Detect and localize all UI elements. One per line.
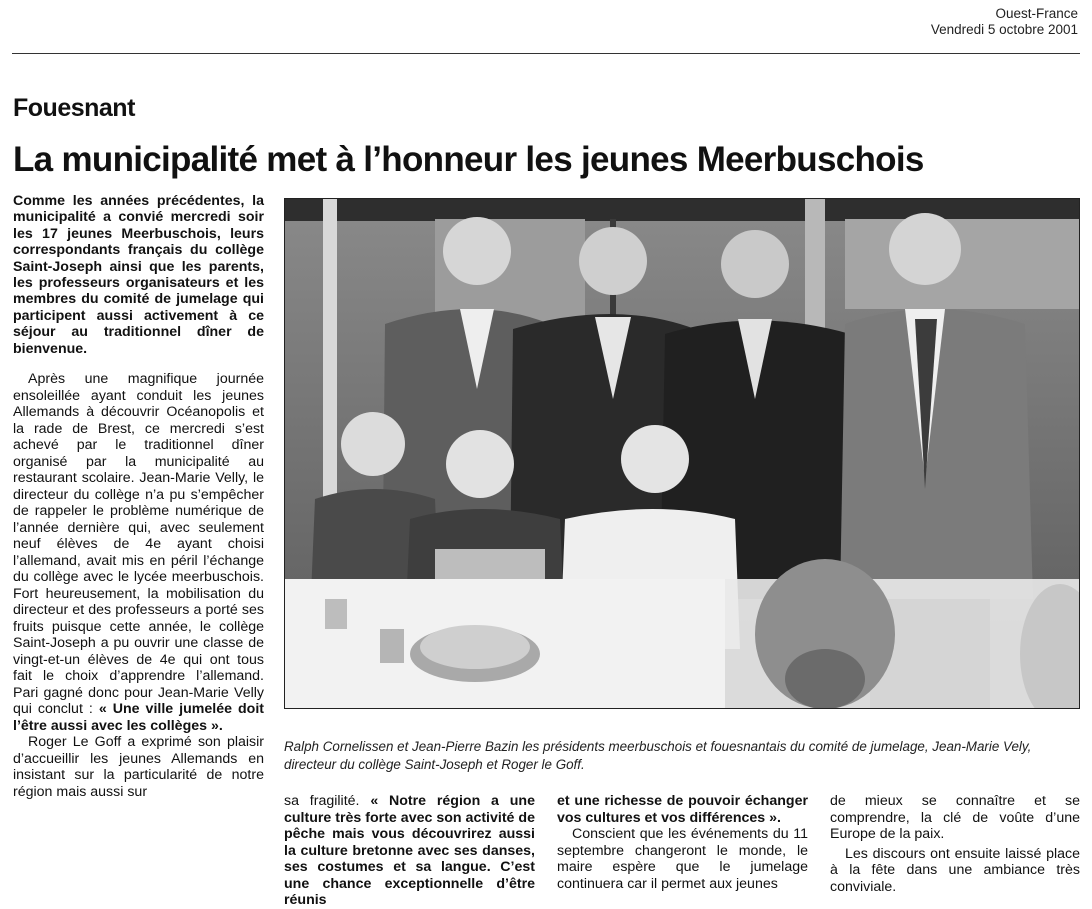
photo-caption: Ralph Cornelissen et Jean-Pierre Bazin les présidents meerbuschois et fouesnantais du comité de jumelage, Jean-Marie Vely, directeur du collège Saint-Joseph et Roger le Goff.	[284, 739, 1032, 772]
column-4	[830, 793, 1080, 895]
column-2-text: sa fragilité.	[284, 793, 360, 809]
column-3-paragraph: Conscient que les événements du 11 septembre changeront le monde, le maire espère que le jumelage continuera car il permet aux jeunes	[557, 826, 808, 892]
masthead	[931, 6, 1078, 38]
column-1	[13, 193, 264, 800]
body-paragraph-1-text: Après une magnifique journée ensoleillée ayant conduit les jeunes Allemands à découvrir Océanopolis et la rade de Brest, ce mercredi s’est achevé par le traditionnel dîner organisé par la municipalité au restaurant scolaire. Jean-Marie Velly, le directeur du collège n’a pu s’empêcher de rappeler le problème numérique de l’année dernière qui, avec seulement neuf élèves de 4e ayant choisi l’allemand, avait mis en péril l’échange du collège avec le lycée meerbuschois. Fort heureusement, la mobilisation du directeur et des professeurs a porté ses fruits puisque cette année, le collège Saint-Joseph a pu ouvrir une classe de vingt-et-un élèves de 4e qui ont tous fait le choix d’apprendre l’allemand. Pari gagné donc pour Jean-Marie Velly qui conclut :	[13, 371, 264, 718]
newspaper-name: Ouest-France	[995, 6, 1078, 21]
body-paragraph-2: Roger Le Goff a exprimé son plaisir d’accueillir les jeunes Allemands en insistant sur la particularité de notre région mais aussi sur	[13, 734, 264, 800]
mayor-quote-part-2: et une richesse de pouvoir échanger vos cultures et vos différences ».	[557, 793, 808, 826]
body-paragraph-1	[13, 371, 264, 734]
section-title: Fouesnant	[13, 94, 135, 122]
column-2-paragraph	[284, 793, 535, 909]
director-quote: « Une ville jumelée doit l’être aussi avec les collèges ».	[13, 701, 265, 734]
group-photo	[284, 198, 1080, 709]
publication-date: Vendredi 5 octobre 2001	[930, 22, 1078, 37]
mayor-quote-part-1: « Notre région a une culture très forte avec son activité de pêche mais vous découvrirez aussi la culture bretonne avec ses danses, ses costumes et sa langue. C’est une chance exceptionnelle d’être réunis	[284, 793, 535, 908]
headline: La municipalité met à l’honneur les jeunes Meerbuschois	[13, 140, 924, 179]
lead-paragraph: Comme les années précédentes, la municipalité a convié mercredi soir les 17 jeunes Meerbuschois, leurs correspondants français du collège Saint-Joseph ainsi que les parents, les professeurs organisateurs et les membres du comité de jumelage qui participent aussi activement à ce séjour au traditionnel dîner de bienvenue.	[13, 193, 264, 357]
column-2	[284, 793, 535, 909]
column-4-paragraph-1: de mieux se connaître et se comprendre, la clé de voûte d’une Europe de la paix.	[830, 793, 1080, 842]
column-4-paragraph-2: Les discours ont ensuite laissé place à la fête dans une ambiance très conviviale.	[830, 845, 1080, 895]
header-rule	[12, 53, 1080, 54]
column-3	[557, 793, 808, 892]
photo-illustration	[285, 199, 1080, 709]
